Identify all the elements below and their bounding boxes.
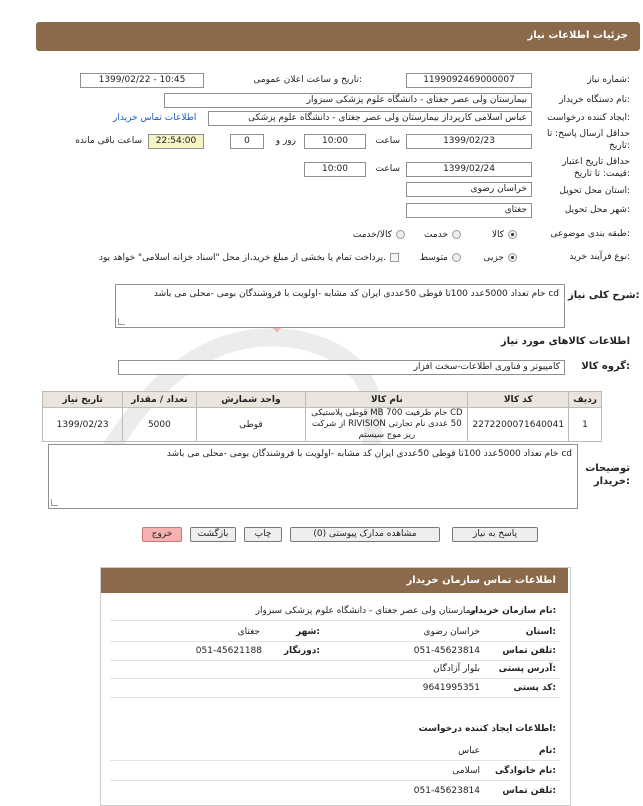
table-row <box>43 408 602 442</box>
attachments-button[interactable]: مشاهده مدارک پیوستی (0) <box>290 527 440 542</box>
announce-datetime-label: تاریخ و ساعت اعلان عمومی: <box>253 75 362 85</box>
cell-qty: 5000 <box>123 408 196 442</box>
contact-fax-value: 051-45621188 <box>195 646 262 656</box>
creator-name-label: نام: <box>539 746 556 756</box>
buyer-notes-text: cd خام تعداد 5000عدد 100تا قوطی 50عددی ایران کد مشابه -اولویت با فروشندگان بومی -محلی می باشد <box>166 449 572 459</box>
buyer-notes-textarea[interactable] <box>48 444 578 509</box>
remaining-time-field: 22:54:00 <box>148 134 204 149</box>
contact-postal-label: کد پستی: <box>513 683 556 693</box>
page-header <box>36 22 640 51</box>
city-label: شهر محل تحویل: <box>564 205 630 215</box>
city-field: جغتای <box>406 203 532 218</box>
category-radio-goods[interactable] <box>508 230 517 239</box>
row-divider <box>110 780 560 781</box>
contact-card-title: اطلاعات تماس سازمان خریدار <box>406 575 556 586</box>
category-radio-goods-service[interactable] <box>396 230 405 239</box>
row-divider <box>110 760 560 761</box>
purchase-type-label: نوع فرآیند خرید: <box>569 252 630 262</box>
reply-button[interactable]: پاسخ به نیاز <box>452 527 538 542</box>
buyer-org-label: نام دستگاه خریدار: <box>559 95 630 105</box>
print-button[interactable]: چاپ <box>244 527 282 542</box>
contact-province-label: استان: <box>525 627 556 637</box>
category-goods-label: کالا <box>491 230 504 240</box>
creator-name-value: عباس <box>458 746 480 756</box>
contact-card-header <box>101 568 568 593</box>
cell-row: 1 <box>569 408 602 442</box>
goods-group-field: کامپیوتر و فناوری اطلاعات-سخت افزار <box>118 360 565 375</box>
response-time-field: 10:00 <box>304 134 366 149</box>
row-divider <box>110 697 560 698</box>
contact-phone-value: 051-45623814 <box>413 646 480 656</box>
category-goods-service-label: کالا/خدمت <box>352 230 392 240</box>
contact-org-value: بیمارستان ولی عصر جغتای - دانشگاه علوم پزشکی سبزوار <box>255 606 476 616</box>
row-divider <box>110 620 560 621</box>
creator-info-title: اطلاعات ایجاد کننده درخواست: <box>418 724 556 734</box>
items-section-title: اطلاعات کالاهای مورد نیاز <box>500 336 630 347</box>
summary-text: cd خام تعداد 5000عدد 100تا قوطی 50عددی ایران کد مشابه -اولویت با فروشندگان بومی -محلی می باشد <box>153 289 559 299</box>
buyer-notes-label: توضیحات خریدار: <box>585 463 630 487</box>
exit-button[interactable]: خروج <box>142 527 182 542</box>
items-table <box>42 391 602 442</box>
contact-province-value: خراسان رضوی <box>423 627 480 637</box>
purchase-minor-label: جزیی <box>483 253 504 263</box>
resize-handle[interactable] <box>118 318 125 325</box>
summary-label: شرح کلی نیاز: <box>568 290 640 301</box>
row-divider <box>110 660 560 661</box>
category-label: طبقه بندی موضوعی: <box>550 229 630 239</box>
response-time-label: ساعت <box>375 136 400 146</box>
contact-address-value: بلوار آزادگان <box>433 664 480 674</box>
contact-org-label: نام سازمان خریدار: <box>470 606 557 616</box>
resize-handle[interactable] <box>51 499 58 506</box>
contact-address-label: آدرس پستی: <box>498 664 556 674</box>
category-radio-service[interactable] <box>452 230 461 239</box>
validity-label: حداقل تاریخ اعتبار قیمت: تا تاریخ: <box>562 157 630 179</box>
goods-group-label: گروه کالا: <box>581 361 630 372</box>
validity-time-field: 10:00 <box>304 162 366 177</box>
row-divider <box>110 641 560 642</box>
response-date-field: 1399/02/23 <box>406 134 532 149</box>
cell-date: 1399/02/23 <box>43 408 123 442</box>
province-label: استان محل تحویل: <box>559 186 630 196</box>
creator-phone-value: 051-45623814 <box>413 786 480 796</box>
province-field: خراسان رضوی <box>406 182 532 197</box>
purchase-radio-medium[interactable] <box>452 253 461 262</box>
requester-label: ایجاد کننده درخواست: <box>547 113 630 123</box>
cell-code: 2272200071640041 <box>468 408 569 442</box>
contact-city-value: جغتای <box>237 627 260 637</box>
purchase-radio-minor[interactable] <box>508 253 517 262</box>
col-qty: تعداد / مقدار <box>123 392 196 408</box>
validity-time-label: ساعت <box>375 164 400 174</box>
col-unit: واحد شمارش <box>196 392 306 408</box>
requester-field: عباس اسلامی کارپرداز بیمارستان ولی عصر جغتای - دانشگاه علوم پزشکی <box>208 111 532 126</box>
creator-phone-label: تلفن تماس: <box>502 786 556 796</box>
remaining-label: ساعت باقی مانده <box>75 136 142 146</box>
contact-phone-label: تلفن تماس: <box>502 646 556 656</box>
col-date: تاریخ نیاز <box>43 392 123 408</box>
days-label: روز و <box>275 136 296 146</box>
buyer-contact-link[interactable]: اطلاعات تماس خریدار <box>113 113 197 123</box>
category-service-label: خدمت <box>424 230 448 240</box>
col-row: ردیف <box>569 392 602 408</box>
purchase-medium-label: متوسط <box>419 253 448 263</box>
summary-textarea[interactable] <box>115 284 565 328</box>
announce-datetime-field: 1399/02/22 - 10:45 <box>80 73 204 88</box>
buyer-org-field: بیمارستان ولی عصر جغتای - دانشگاه علوم پزشکی سبزوار <box>164 93 532 108</box>
creator-family-value: اسلامی <box>452 766 480 776</box>
back-button[interactable]: بازگشت <box>190 527 236 542</box>
cell-name: CD خام ظرفیت 700 MB قوطی پلاستیکی 50 عددی نام تجارتی RIVISION از شرکت ریز موج سیستم <box>306 408 468 442</box>
need-number-label: شماره نیاز: <box>587 75 630 85</box>
validity-date-field: 1399/02/24 <box>406 162 532 177</box>
contact-postal-value: 9641995351 <box>422 683 480 693</box>
treasury-checkbox[interactable] <box>390 253 399 262</box>
creator-family-label: نام خانوادگی: <box>494 766 556 776</box>
cell-unit: قوطی <box>196 408 306 442</box>
col-name: نام کالا <box>306 392 468 408</box>
page-title: جزئیات اطلاعات نیاز <box>527 30 628 41</box>
col-code: کد کالا <box>468 392 569 408</box>
contact-fax-label: دورنگار: <box>283 646 320 656</box>
table-header-row <box>43 392 602 408</box>
response-deadline-label: حداقل ارسال پاسخ: تا تاریخ: <box>546 129 630 151</box>
payment-note: پرداخت تمام یا بخشی از مبلغ خرید،از محل "اسناد خزانه اسلامی" خواهد بود. <box>98 253 386 263</box>
row-divider <box>110 678 560 679</box>
days-field: 0 <box>230 134 264 149</box>
need-number-field: 1199092469000007 <box>406 73 532 88</box>
contact-city-label: شهر: <box>296 627 320 637</box>
